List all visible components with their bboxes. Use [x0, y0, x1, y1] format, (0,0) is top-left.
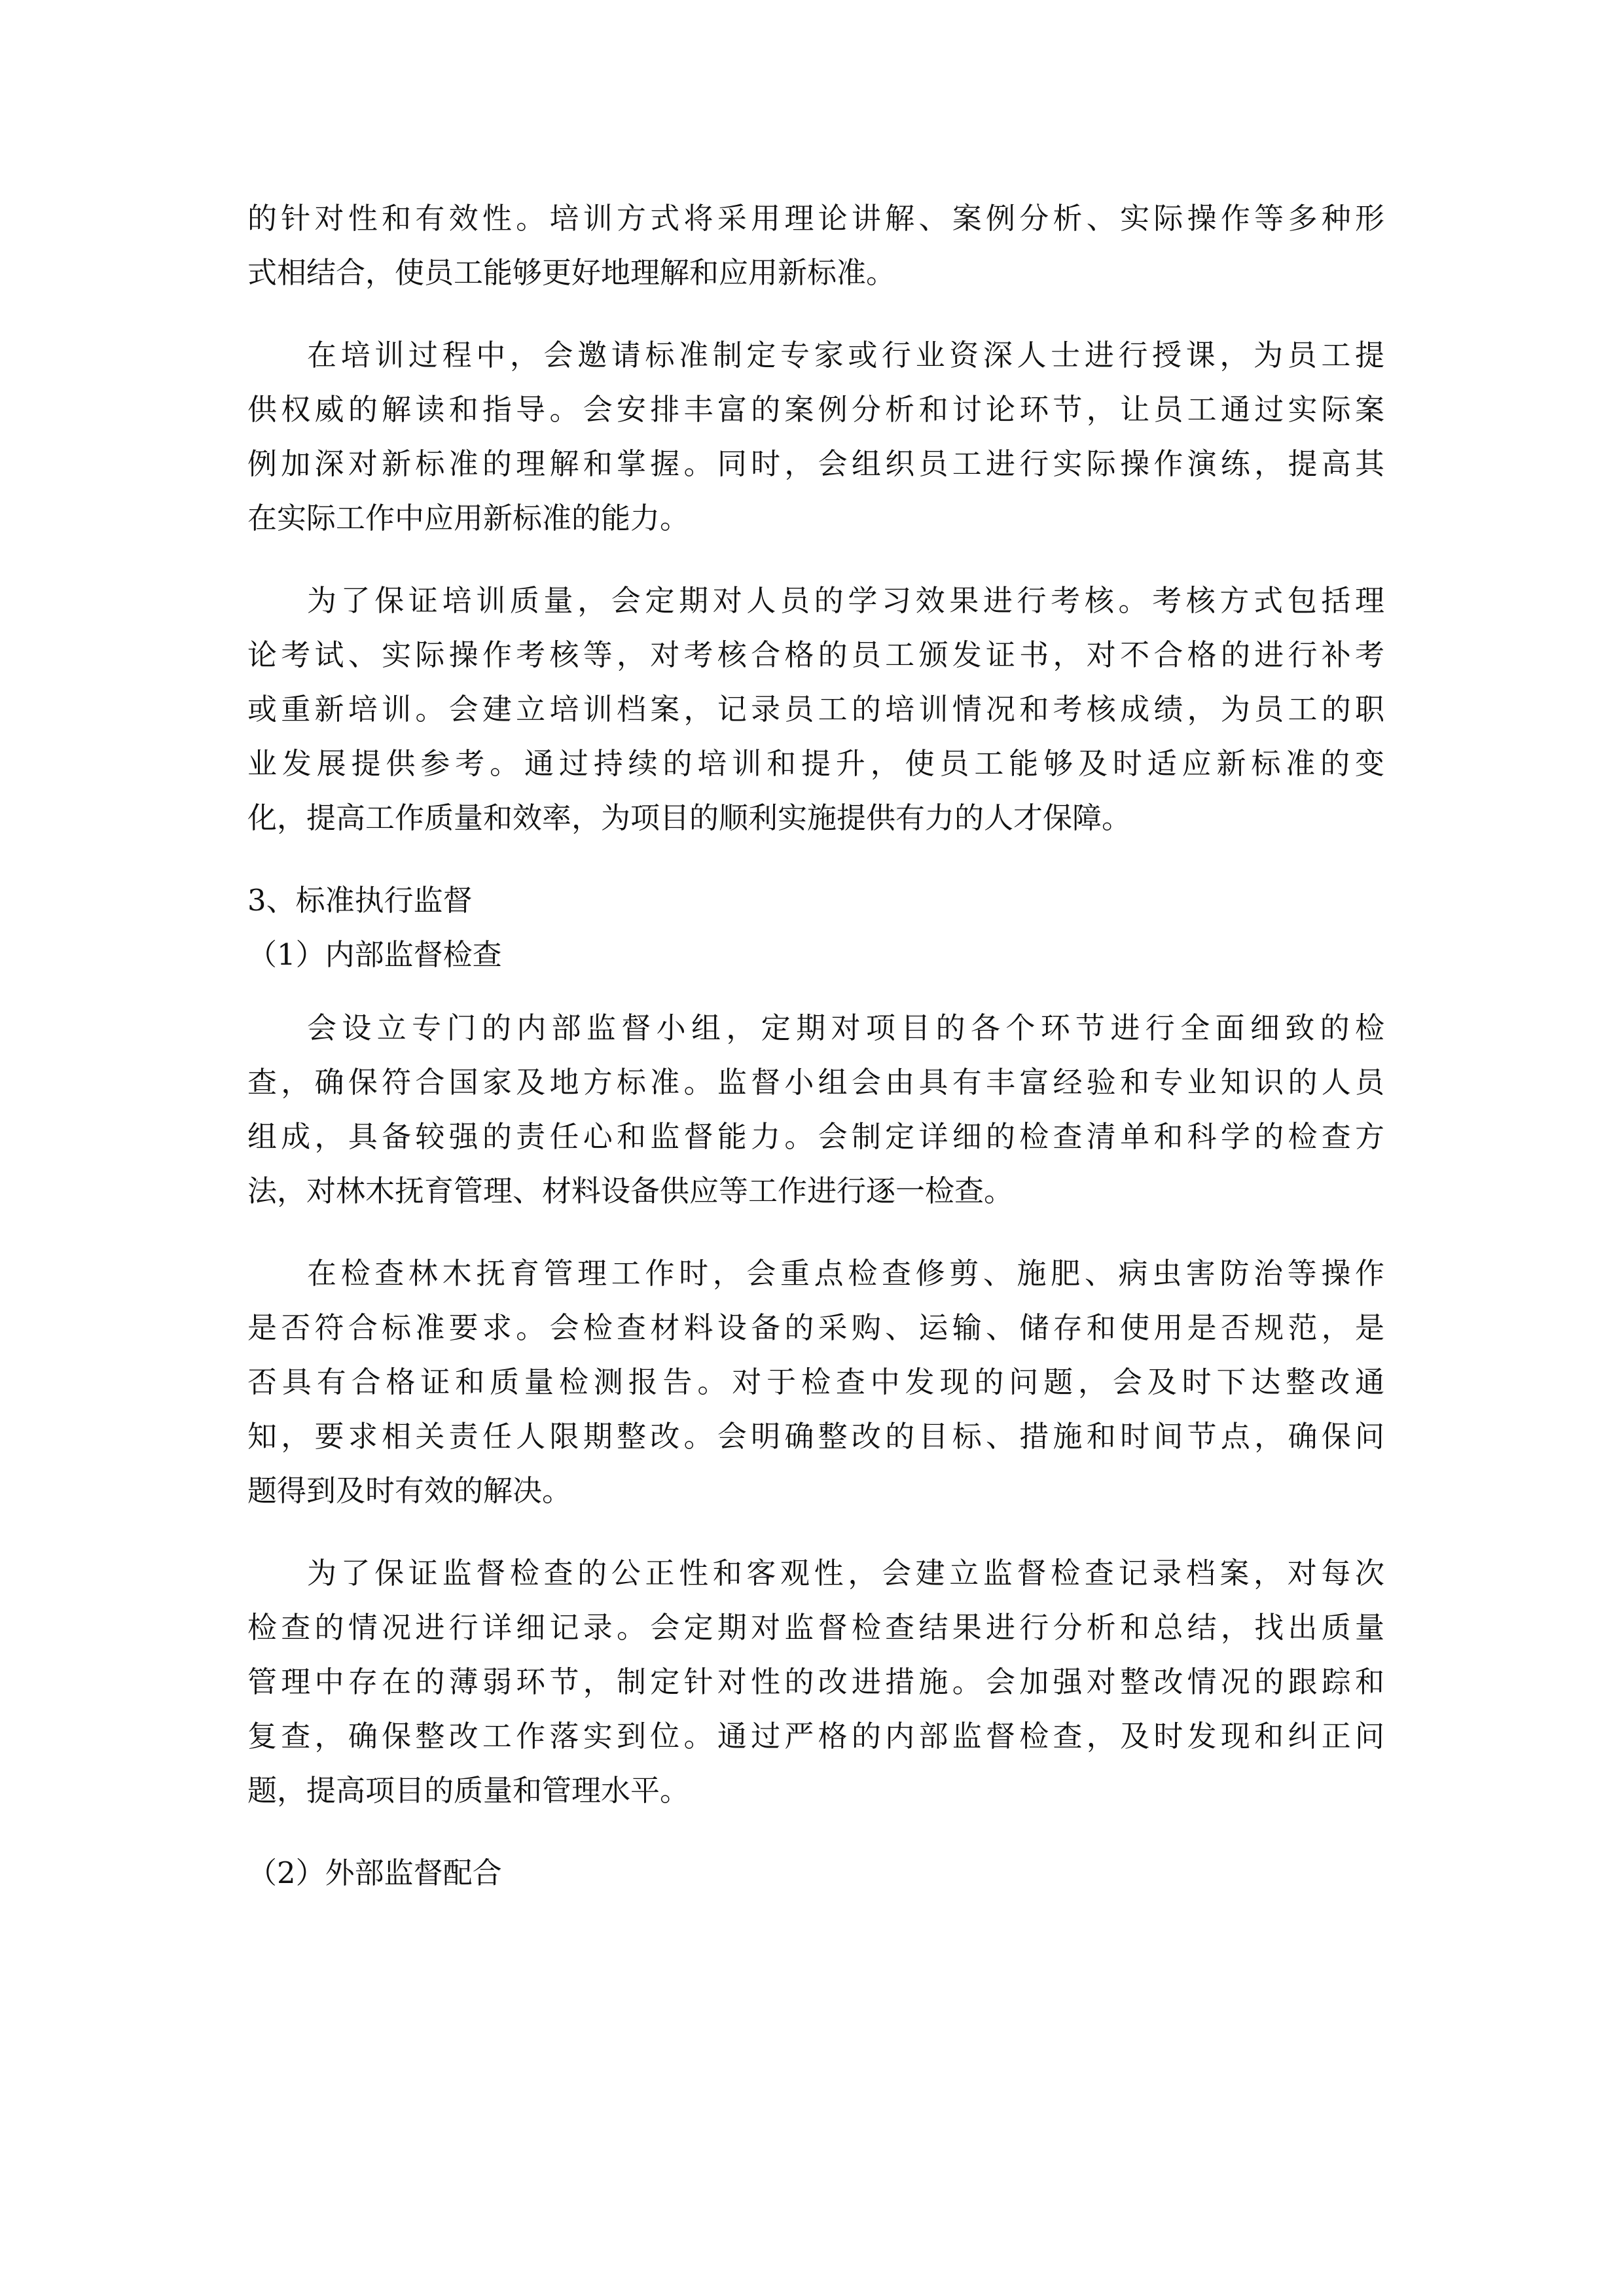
text-line: （1）内部监督检查 — [247, 937, 502, 972]
text-line: 是否符合标准要求。会检查材料设备的采购、运输、储存和使用是否规范，是 — [247, 1310, 1384, 1345]
text-line: 法，对林木抚育管理、材料设备供应等工作进行逐一检查。 — [247, 1174, 1014, 1208]
text-line: 知，要求相关责任人限期整改。会明确整改的目标、措施和时间节点，确保问 — [247, 1419, 1384, 1454]
text-line: 在实际工作中应用新标准的能力。 — [247, 501, 690, 535]
text-line: （2）外部监督配合 — [247, 1856, 502, 1890]
text-line: 复查，确保整改工作落实到位。通过严格的内部监督检查，及时发现和纠正问 — [247, 1719, 1384, 1753]
text-line: 在检查林木抚育管理工作时，会重点检查修剪、施肥、病虫害防治等操作 — [307, 1256, 1384, 1291]
paragraph — [247, 1546, 1384, 1818]
text-line: 业发展提供参考。通过持续的培训和提升，使员工能够及时适应新标准的变 — [247, 746, 1384, 781]
text-line: 检查的情况进行详细记录。会定期对监督检查结果进行分析和总结，找出质量 — [247, 1610, 1384, 1645]
section-heading — [247, 873, 1384, 927]
text-line: 式相结合，使员工能够更好地理解和应用新标准。 — [247, 255, 896, 290]
text-line: 会设立专门的内部监督小组，定期对项目的各个环节进行全面细致的检 — [307, 1011, 1384, 1045]
paragraph — [247, 573, 1384, 845]
text-line: 管理中存在的薄弱环节，制定针对性的改进措施。会加强对整改情况的跟踪和 — [247, 1664, 1384, 1699]
text-line: 题，提高项目的质量和管理水平。 — [247, 1773, 690, 1808]
paragraph — [247, 191, 1384, 300]
text-line: 否具有合格证和质量检测报告。对于检查中发现的问题，会及时下达整改通 — [247, 1365, 1384, 1399]
text-line: 供权威的解读和指导。会安排丰富的案例分析和讨论环节，让员工通过实际案 — [247, 392, 1384, 427]
text-line: 或重新培训。会建立培训档案，记录员工的培训情况和考核成绩，为员工的职 — [247, 692, 1384, 726]
text-line: 在培训过程中，会邀请标准制定专家或行业资深人士进行授课，为员工提 — [307, 338, 1384, 372]
subsection-heading — [247, 927, 1384, 982]
text-line: 化，提高工作质量和效率，为项目的顺利实施提供有力的人才保障。 — [247, 800, 1132, 835]
text-line: 3、标准执行监督 — [247, 883, 473, 918]
text-line: 查，确保符合国家及地方标准。监督小组会由具有丰富经验和专业知识的人员 — [247, 1065, 1384, 1100]
section-heading — [247, 1846, 1384, 1900]
text-line: 题得到及时有效的解决。 — [247, 1473, 572, 1508]
text-line: 的针对性和有效性。培训方式将采用理论讲解、案例分析、实际操作等多种形 — [247, 201, 1384, 236]
text-line: 组成，具备较强的责任心和监督能力。会制定详细的检查清单和科学的检查方 — [247, 1119, 1384, 1154]
text-line: 例加深对新标准的理解和掌握。同时，会组织员工进行实际操作演练，提高其 — [247, 446, 1384, 481]
text-line: 为了保证监督检查的公正性和客观性，会建立监督检查记录档案，对每次 — [307, 1556, 1384, 1590]
paragraph — [247, 1246, 1384, 1518]
text-line: 论考试、实际操作考核等，对考核合格的员工颁发证书，对不合格的进行补考 — [247, 637, 1384, 672]
paragraph — [247, 1001, 1384, 1218]
document-body — [247, 191, 1384, 1900]
text-line: 为了保证培训质量，会定期对人员的学习效果进行考核。考核方式包括理 — [307, 583, 1384, 618]
paragraph — [247, 328, 1384, 545]
